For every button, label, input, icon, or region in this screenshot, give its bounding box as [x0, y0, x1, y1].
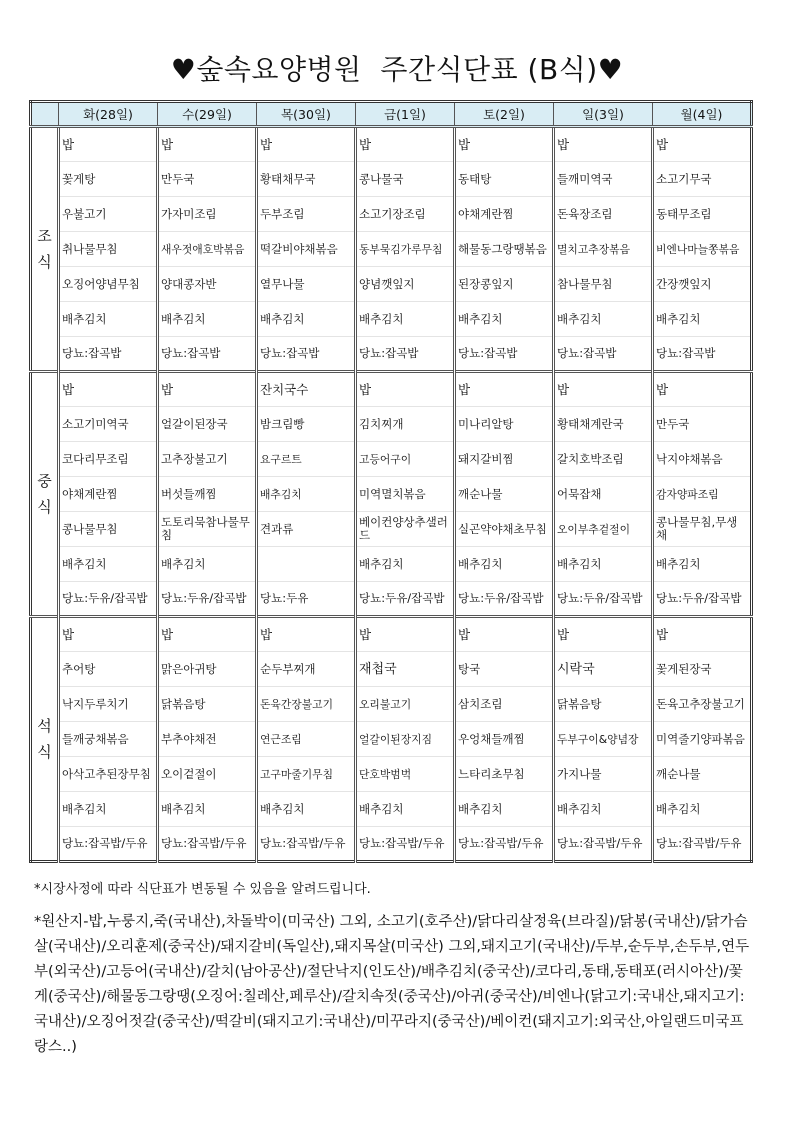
day-header: 수(29일) [158, 102, 257, 127]
menu-cell: 얼갈이된장지짐 [356, 722, 455, 757]
menu-cell: 견과류 [257, 512, 356, 547]
lunch-row [31, 512, 752, 547]
menu-cell: 시락국 [554, 652, 653, 687]
menu-cell: 오이겉절이 [158, 757, 257, 792]
menu-cell: 요구르트 [257, 442, 356, 477]
menu-cell: 밥 [59, 372, 158, 407]
menu-cell: 미역멸치볶음 [356, 477, 455, 512]
menu-cell: 배추김치 [158, 792, 257, 827]
menu-cell: 배추김치 [257, 477, 356, 512]
menu-cell: 들깨궁채볶음 [59, 722, 158, 757]
menu-cell: 잔치국수 [257, 372, 356, 407]
menu-cell: 당뇨:잡곡밥/두유 [356, 827, 455, 862]
menu-cell: 황태채무국 [257, 162, 356, 197]
menu-cell: 양념깻잎지 [356, 267, 455, 302]
menu-cell: 떡갈비야채볶음 [257, 232, 356, 267]
menu-cell: 밥 [653, 617, 752, 652]
menu-cell: 해물동그랑땡볶음 [455, 232, 554, 267]
menu-cell: 새우젓애호박볶음 [158, 232, 257, 267]
menu-cell: 삼치조림 [455, 687, 554, 722]
menu-cell: 당뇨:두유/잡곡밥 [356, 582, 455, 617]
dinner-row [31, 687, 752, 722]
menu-cell: 배추김치 [158, 302, 257, 337]
menu-cell: 배추김치 [257, 792, 356, 827]
breakfast-row [31, 302, 752, 337]
menu-cell: 돈육간장불고기 [257, 687, 356, 722]
menu-cell: 추어탕 [59, 652, 158, 687]
menu-cell: 밤크림빵 [257, 407, 356, 442]
menu-cell: 배추김치 [59, 547, 158, 582]
dinner-row [31, 652, 752, 687]
menu-cell: 당뇨:잡곡밥 [554, 337, 653, 372]
menu-cell: 꽃게된장국 [653, 652, 752, 687]
dinner-row [31, 617, 752, 652]
menu-cell: 당뇨:잡곡밥/두유 [554, 827, 653, 862]
menu-cell: 당뇨:두유/잡곡밥 [455, 582, 554, 617]
menu-cell: 배추김치 [653, 302, 752, 337]
menu-cell: 배추김치 [257, 302, 356, 337]
menu-cell: 미나리알탕 [455, 407, 554, 442]
dinner-row [31, 757, 752, 792]
menu-cell: 당뇨:잡곡밥 [257, 337, 356, 372]
menu-cell: 도토리묵참나물무침 [158, 512, 257, 547]
menu-cell: 배추김치 [455, 302, 554, 337]
day-header: 토(2일) [455, 102, 554, 127]
menu-cell: 돈육고추장불고기 [653, 687, 752, 722]
lunch-row [31, 582, 752, 617]
menu-cell: 돼지갈비찜 [455, 442, 554, 477]
menu-cell: 밥 [653, 372, 752, 407]
lunch-row [31, 372, 752, 407]
breakfast-row [31, 127, 752, 162]
day-header: 월(4일) [653, 102, 752, 127]
menu-cell: 당뇨:잡곡밥/두유 [158, 827, 257, 862]
menu-cell: 야채계란찜 [59, 477, 158, 512]
menu-cell: 닭볶음탕 [158, 687, 257, 722]
menu-cell: 야채계란찜 [455, 197, 554, 232]
menu-cell: 당뇨:두유/잡곡밥 [554, 582, 653, 617]
menu-cell: 밥 [356, 127, 455, 162]
menu-cell: 밥 [158, 617, 257, 652]
menu-cell: 밥 [257, 617, 356, 652]
menu-cell: 당뇨:잡곡밥 [356, 337, 455, 372]
menu-cell: 가자미조림 [158, 197, 257, 232]
menu-cell: 김치찌개 [356, 407, 455, 442]
menu-cell: 배추김치 [356, 792, 455, 827]
menu-cell: 소고기장조림 [356, 197, 455, 232]
menu-cell: 취나물무침 [59, 232, 158, 267]
menu-cell: 동태무조림 [653, 197, 752, 232]
menu-cell: 배추김치 [554, 792, 653, 827]
menu-cell: 두부조림 [257, 197, 356, 232]
menu-cell: 당뇨:잡곡밥/두유 [455, 827, 554, 862]
menu-cell: 열무나물 [257, 267, 356, 302]
dinner-label: 석 식 [31, 617, 59, 862]
breakfast-row [31, 337, 752, 372]
menu-cell: 밥 [455, 127, 554, 162]
menu-cell: 비엔나마늘쫑볶음 [653, 232, 752, 267]
day-header: 일(3일) [554, 102, 653, 127]
menu-cell: 연근조림 [257, 722, 356, 757]
menu-cell: 얼갈이된장국 [158, 407, 257, 442]
day-header-row [31, 102, 752, 127]
breakfast-row [31, 267, 752, 302]
menu-cell: 어묵잡채 [554, 477, 653, 512]
menu-cell: 미역줄기양파볶음 [653, 722, 752, 757]
menu-cell: 배추김치 [554, 547, 653, 582]
menu-cell: 배추김치 [356, 547, 455, 582]
menu-cell: 당뇨:잡곡밥 [653, 337, 752, 372]
menu-cell: 간장깻잎지 [653, 267, 752, 302]
lunch-row [31, 407, 752, 442]
dinner-row [31, 722, 752, 757]
menu-cell: 참나물무침 [554, 267, 653, 302]
menu-cell: 멸치고추장볶음 [554, 232, 653, 267]
menu-cell: 배추김치 [158, 547, 257, 582]
menu-cell: 배추김치 [455, 792, 554, 827]
menu-cell: 당뇨:잡곡밥 [59, 337, 158, 372]
menu-cell: 실곤약야채초무침 [455, 512, 554, 547]
menu-cell: 당뇨:잡곡밥 [158, 337, 257, 372]
menu-cell: 맑은아귀탕 [158, 652, 257, 687]
menu-cell: 당뇨:잡곡밥 [455, 337, 554, 372]
menu-cell: 고추장불고기 [158, 442, 257, 477]
menu-cell: 탕국 [455, 652, 554, 687]
menu-cell: 배추김치 [356, 302, 455, 337]
menu-cell: 낙지두루치기 [59, 687, 158, 722]
menu-cell: 느타리초무침 [455, 757, 554, 792]
origin-notice: *원산지-밥,누룽지,죽(국내산),차돌박이(미국산) 그외, 소고기(호주산)/닭다리살정육(브라질)/닭봉(국내산)/닭가슴살(국내산)/오리훈제(중국산)/돼지갈비(독일산),돼지목살(미국산) 그외,돼지고기(국내산)/두부,순두부,손두부,연두부(외국산)/고등어(국내산)/갈치(남아공산)/절단낙지(인도산)/배추김치(중국산)/코다리,동태,동태포(러시아산)/꽃게(중국산)/해물동그랑땡(오징어:칠레산,페루산)/갈치속젓(중국산)/아귀(중국산)/비엔나(닭고기:국내산,돼지고기:국내산)/오징어젓갈(중국산)/떡갈비(돼지고기:국내산)/미꾸라지(중국산)/베이컨(돼지고기:외국산,아일랜드미국프랑스..) [34, 914, 750, 1055]
breakfast-row [31, 162, 752, 197]
menu-cell: 베이컨양상추샐러드 [356, 512, 455, 547]
menu-cell: 밥 [653, 127, 752, 162]
menu-cell: 깨순나물 [653, 757, 752, 792]
menu-cell: 당뇨:두유 [257, 582, 356, 617]
menu-cell: 밥 [257, 127, 356, 162]
menu-cell: 배추김치 [455, 547, 554, 582]
menu-cell: 오이부추겉절이 [554, 512, 653, 547]
menu-cell: 동태탕 [455, 162, 554, 197]
menu-cell: 만두국 [158, 162, 257, 197]
lunch-row [31, 477, 752, 512]
menu-cell: 돈육장조림 [554, 197, 653, 232]
menu-cell: 부추야채전 [158, 722, 257, 757]
day-header: 목(30일) [257, 102, 356, 127]
menu-cell: 오징어양념무침 [59, 267, 158, 302]
weekly-menu-table [29, 100, 753, 863]
menu-cell: 고등어구이 [356, 442, 455, 477]
menu-cell: 밥 [554, 617, 653, 652]
menu-cell: 밥 [455, 617, 554, 652]
menu-cell: 두부구이&양념장 [554, 722, 653, 757]
menu-cell: 밥 [59, 127, 158, 162]
menu-cell: 배추김치 [653, 792, 752, 827]
menu-cell: 양대콩자반 [158, 267, 257, 302]
menu-cell: 아삭고추된장무침 [59, 757, 158, 792]
menu-cell: 밥 [554, 372, 653, 407]
menu-cell: 들깨미역국 [554, 162, 653, 197]
menu-cell: 버섯들깨찜 [158, 477, 257, 512]
menu-cell: 밥 [158, 372, 257, 407]
breakfast-row [31, 197, 752, 232]
dinner-row [31, 792, 752, 827]
menu-cell: 고구마줄기무침 [257, 757, 356, 792]
menu-cell: 배추김치 [59, 302, 158, 337]
menu-cell: 감자양파조림 [653, 477, 752, 512]
menu-cell: 밥 [554, 127, 653, 162]
menu-cell: 밥 [356, 617, 455, 652]
menu-cell: 밥 [158, 127, 257, 162]
menu-cell: 배추김치 [554, 302, 653, 337]
menu-cell: 당뇨:두유/잡곡밥 [158, 582, 257, 617]
menu-cell: 가지나물 [554, 757, 653, 792]
menu-cell: 닭볶음탕 [554, 687, 653, 722]
menu-cell: 콩나물국 [356, 162, 455, 197]
breakfast-row [31, 232, 752, 267]
corner-cell [31, 102, 59, 127]
lunch-label: 중 식 [31, 372, 59, 617]
menu-cell: 밥 [59, 617, 158, 652]
day-header: 화(28일) [59, 102, 158, 127]
menu-cell [257, 547, 356, 582]
menu-cell: 밥 [356, 372, 455, 407]
menu-cell: 동부묵김가루무침 [356, 232, 455, 267]
menu-cell: 낙지야채볶음 [653, 442, 752, 477]
menu-cell: 콩나물무침,무생채 [653, 512, 752, 547]
change-notice: *시장사정에 따라 식단표가 변동될 수 있음을 알려드립니다. [34, 882, 371, 897]
menu-cell: 밥 [455, 372, 554, 407]
menu-cell: 황태채계란국 [554, 407, 653, 442]
menu-cell: 당뇨:잡곡밥/두유 [257, 827, 356, 862]
menu-cell: 깨순나물 [455, 477, 554, 512]
menu-cell: 코다리무조림 [59, 442, 158, 477]
menu-cell: 콩나물무침 [59, 512, 158, 547]
dinner-row [31, 827, 752, 862]
menu-cell: 당뇨:두유/잡곡밥 [653, 582, 752, 617]
menu-cell: 된장콩잎지 [455, 267, 554, 302]
menu-cell: 꽃게탕 [59, 162, 158, 197]
menu-cell: 소고기무국 [653, 162, 752, 197]
menu-cell: 단호박범벅 [356, 757, 455, 792]
menu-cell: 오리불고기 [356, 687, 455, 722]
menu-cell: 우불고기 [59, 197, 158, 232]
menu-cell: 당뇨:두유/잡곡밥 [59, 582, 158, 617]
breakfast-label: 조 식 [31, 127, 59, 372]
menu-cell: 재첩국 [356, 652, 455, 687]
menu-cell: 당뇨:잡곡밥/두유 [653, 827, 752, 862]
menu-cell: 배추김치 [653, 547, 752, 582]
menu-cell: 당뇨:잡곡밥/두유 [59, 827, 158, 862]
page-title: ♥숲속요양병원 주간식단표 (B식)♥ [170, 53, 624, 86]
lunch-row [31, 442, 752, 477]
menu-cell: 만두국 [653, 407, 752, 442]
day-header: 금(1일) [356, 102, 455, 127]
menu-cell: 소고기미역국 [59, 407, 158, 442]
menu-cell: 우엉채들깨찜 [455, 722, 554, 757]
menu-cell: 순두부찌개 [257, 652, 356, 687]
lunch-row [31, 547, 752, 582]
menu-cell: 배추김치 [59, 792, 158, 827]
menu-cell: 갈치호박조림 [554, 442, 653, 477]
